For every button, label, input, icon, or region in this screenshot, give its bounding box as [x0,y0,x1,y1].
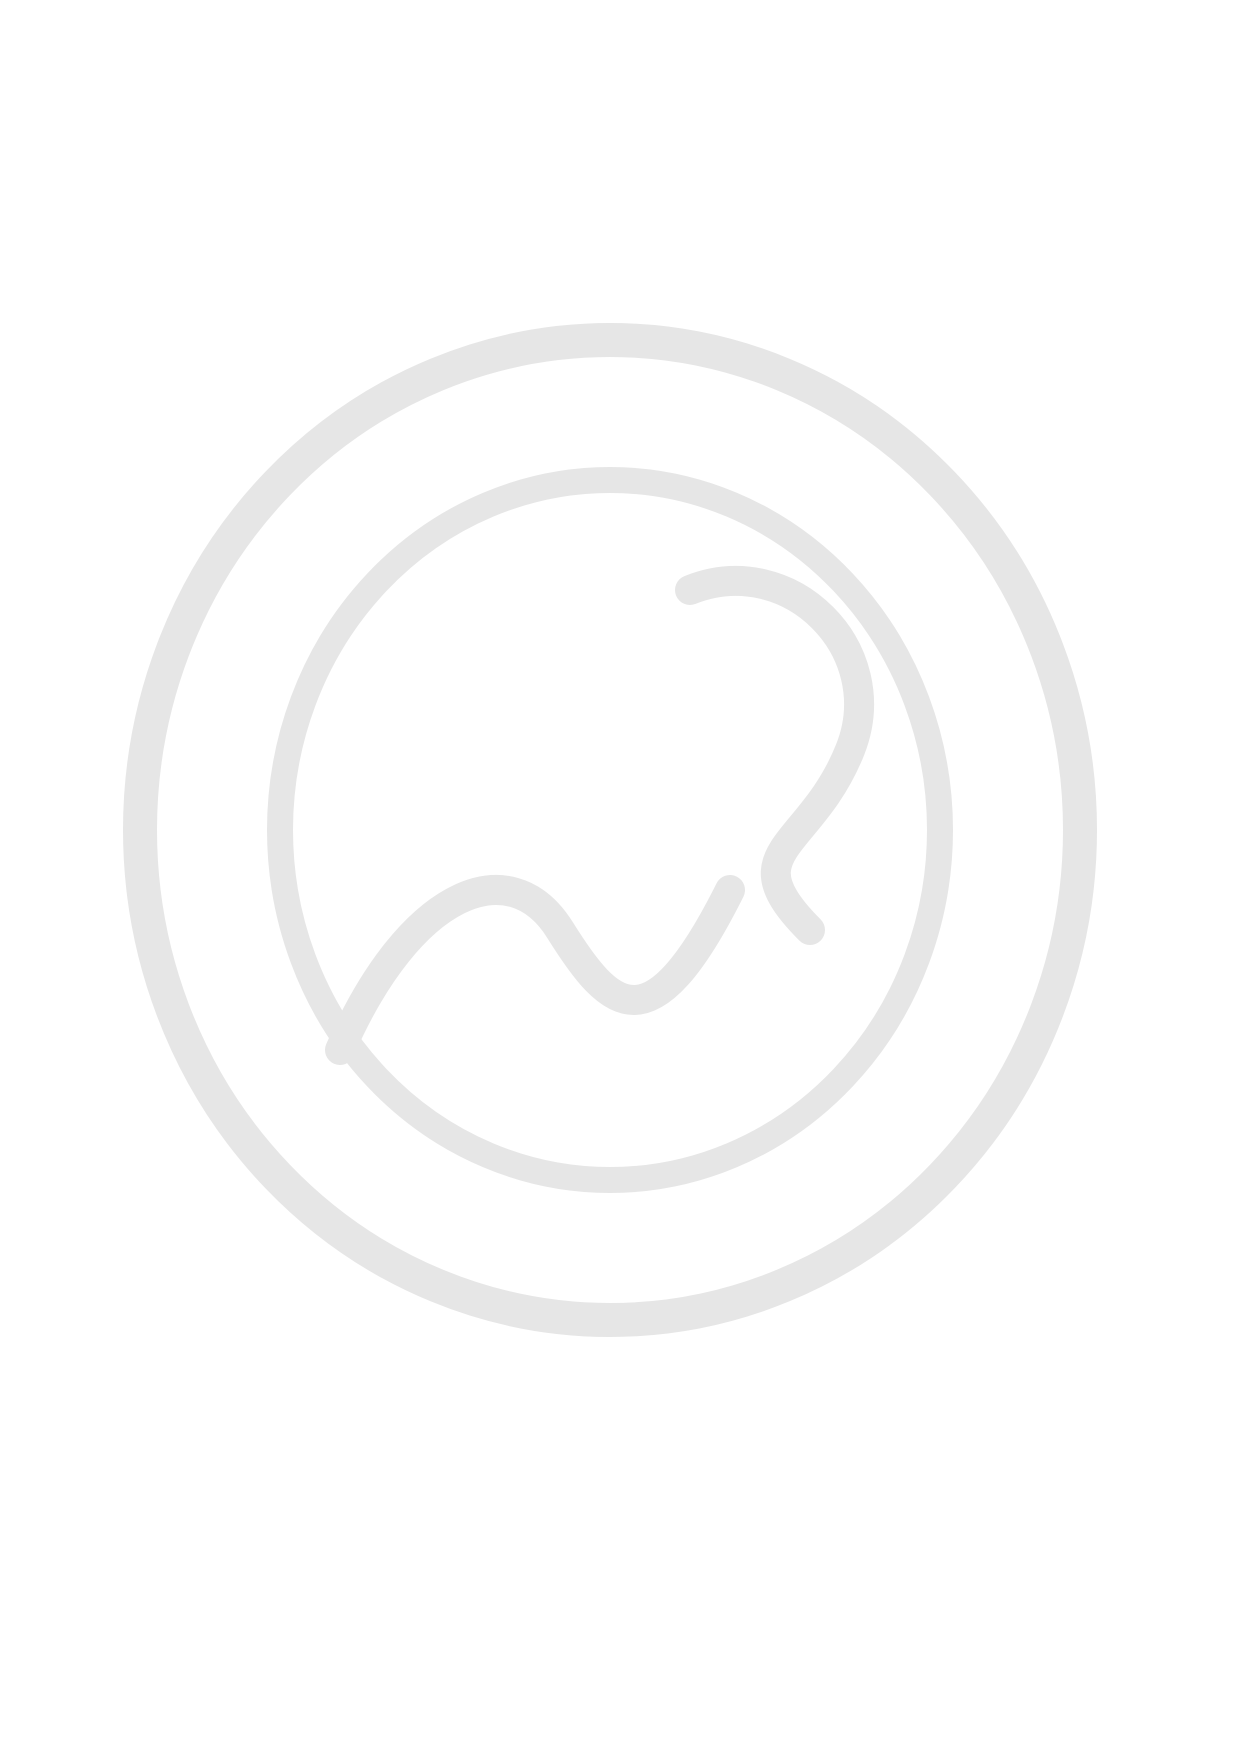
watermark-seal [90,290,1130,1370]
document-body [76,100,1154,126]
